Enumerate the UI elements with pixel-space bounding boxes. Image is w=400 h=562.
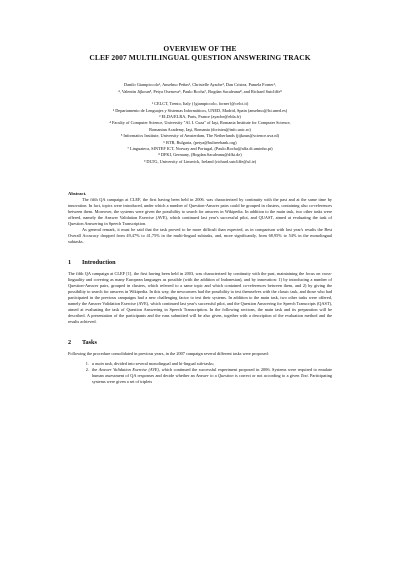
affiliation-line: ⁷ Linguateca, SINTEF ICT, Norway and Portugal, (Paulo.Rocha@alfa.di.uminho.pt): [127, 146, 273, 152]
task-text: to a: [208, 372, 218, 378]
task-text: , which continued the successful experiment proposed in 2006. Systems were required to emulate human assessment of QA responses and decide whether an: [92, 366, 333, 378]
task-description: , divided into several monolingual and bi-lingual sub-tasks;: [111, 360, 214, 366]
affiliation-line: ² Departamento de Lenguajes y Sistemas Informáticos, UNED, Madrid, Spain (anselmo@lsi.uned.es): [112, 107, 288, 113]
affiliation-line: ³ ELDA/ELRA, Paris, France (ayache@elda.fr): [159, 114, 241, 119]
abstract: [68, 191, 332, 244]
tasks-intro-paragraph: Following the procedure consolidated in previous years, in the 2007 campaign several different tasks were proposed:: [68, 350, 269, 356]
affiliation-line: ⁹ DLTG, University of Limerick, Ireland (richard.sutcliffe@ul.ie): [143, 158, 257, 164]
term-answer: Answer: [195, 372, 209, 378]
affiliation-line: ⁸ DFKI, Germany, (Bogdan.Sacaleanu@dfki.de): [158, 152, 242, 158]
paper-page: [0, 44, 400, 562]
section-number: 2: [68, 338, 72, 346]
task-text: the: [92, 366, 99, 372]
affiliation-line: ⁴ Faculty of Computer Science, University "Al. I. Cuza" of Iaşi, Romania Institute for Computer Science,: [109, 120, 291, 126]
task-list-item: [90, 367, 332, 385]
task-text: . Participating systems were given a set of triplets: [92, 372, 332, 384]
affiliation-line: ⁶ BTB, Bulgaria, (petya@bultreebank.org): [163, 139, 237, 145]
term-question: Question: [217, 372, 234, 378]
affiliation-line: ⁵ Informatics Institute, University of Amsterdam, The Netherlands (jijkoun@science.uva.nl): [120, 133, 280, 139]
task-name: a main task: [92, 360, 112, 366]
tasks-body: [68, 351, 332, 385]
abstract-paragraph-2: As general remark, it must be said that the task proved to be more difficult than expected, as in comparison with last year's results the Best Overall Accuracy dropped from 49,47% to 41,75% in the multi-lingual subtasks, and, more significantly, from 68,95% to 54% in the monolingual subtasks.: [68, 226, 332, 244]
title-line-1: OVERVIEW OF THE: [163, 44, 237, 53]
task-name: Answer Validation Exercise (AVE): [98, 366, 159, 372]
section-heading-introduction: [68, 259, 332, 267]
author-list: [68, 82, 332, 95]
section-title: Introduction: [82, 258, 116, 266]
task-text: is correct or not according to a given: [233, 372, 301, 378]
author-line: Danilo Giampiccolo¹, Anselmo Peñas², Christelle Ayache³, Dan Cristea, Pamela Forner¹,: [123, 82, 276, 87]
task-list: [68, 361, 332, 385]
section-title: Tasks: [82, 338, 97, 346]
section-heading-tasks: [68, 339, 332, 347]
paper-title: [68, 44, 332, 62]
term-text: Text: [300, 372, 308, 378]
affiliation-list: [68, 101, 332, 165]
title-line-2: CLEF 2007 MULTILINGUAL QUESTION ANSWERING TRACK: [89, 53, 311, 62]
affiliation-line: ¹ CELCT, Trento, Italy ({giampiccolo, forner}@celct.it): [151, 101, 249, 107]
abstract-heading: Abstract.: [68, 191, 87, 197]
abstract-paragraph-1: The fifth QA campaign at CLEF, the first having been held in 2006. was characterized by continuity with the past and at the same time by innovation. In fact, topics were introduced, under which a number of Question-Answer pairs could be grouped in clusters, containing also co-references between them. Moreover, the systems were given the possibility to search for answers in Wikipedia. In addition to the main task, two other tasks were offered, namely the Answer Validation Exercise (AVE), which continued last year's successful pilot, and QUAST, aimed at evaluating the task of Question Answering in Speech Transcription.: [68, 197, 332, 226]
introduction-body: [68, 271, 332, 325]
section-number: 1: [68, 258, 72, 266]
introduction-paragraph: The fifth QA campaign at CLEF [1], the first having been held in 2003, was characterized by continuity with the past, maintaining the focus on cross-linguality and covering as many European languages as possible (with the addition of Indonesian), and by innovation: 1) by introducing a number of Question-Answer pairs, grouped in clusters, which referred to a same topic and which contained co-references between them, and 2) by giving the possibility to search for answers in Wikipedia. In this way, the newcomers had the possibility to test themselves with the classic task, and those who had participated in the previous campaigns had a new challenging factor to test their systems. In addition to the main task, two other tasks were offered, namely the Answer Validation Exercise (AVE), which continued last year's successful pilot, and the Question Answering for Speech Transcripts (QAST), aimed at evaluating the task of Question Answering in Speech Transcription. In the following sections, the main task and its preparation will be described. A presentation of the participants and the runs submitted will be also given, together with a description of the evaluation method and the results achieved.: [68, 270, 332, 324]
affiliation-line: Romanian Academy, Iaşi, Romania (dcristea@info.uaic.ro): [149, 126, 251, 132]
author-line: ⁴, Valentin Jijkoun⁵, Petya Osenova⁶, Paulo Rocha⁷, Bogdan Sacaleanu⁸, and Richard Sutcliffe⁹: [118, 88, 282, 94]
